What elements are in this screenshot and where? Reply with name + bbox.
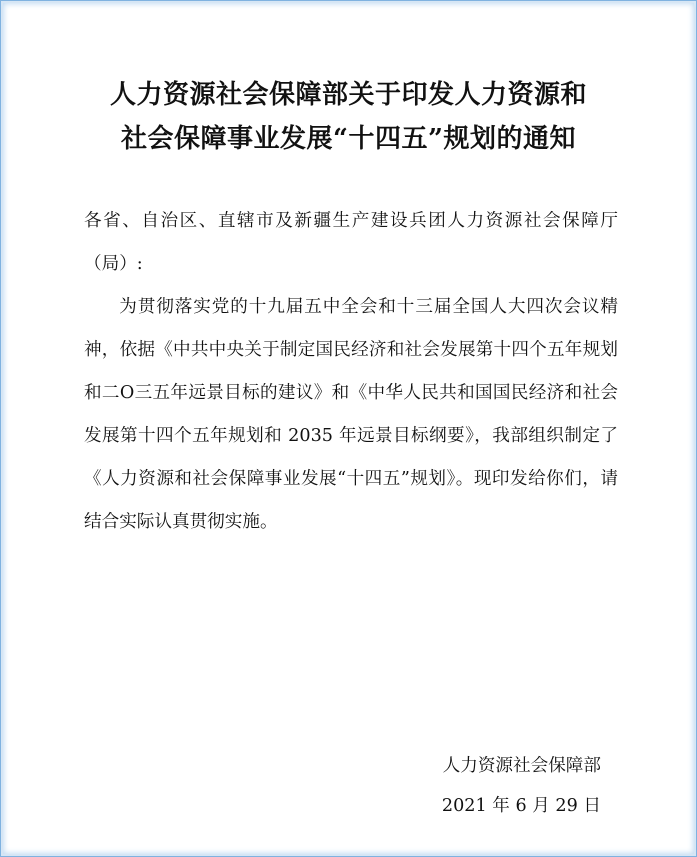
signature-organization: 人力资源社会保障部 bbox=[442, 756, 601, 776]
body-paragraph: 为贯彻落实党的十九届五中全会和十三届全国人大四次会议精神，依据《中共中央关于制定国民经济和社会发展第十四个五年规划和二O三五年远景目标的建议》和《中华人民共和国国民经济和社会发展第十四个五年规划和 2035 年远景目标纲要》，我部组织制定了《人力资源和社会保障事业发展“十四五”规划》。现印发给你们，请结合实际认真贯彻实施。 bbox=[84, 297, 618, 532]
document-body bbox=[84, 200, 618, 544]
signature-block bbox=[442, 746, 601, 826]
salutation: 各省、自治区、直辖市及新疆生产建设兵团人力资源社会保障厅（局）: bbox=[84, 211, 618, 274]
title-line-2: 社会保障事业发展“十四五”规划的通知 bbox=[121, 124, 576, 154]
title-line-1: 人力资源社会保障部关于印发人力资源和 bbox=[109, 80, 587, 110]
signature-date: 2021 年 6 月 29 日 bbox=[441, 796, 601, 816]
document-title bbox=[41, 73, 656, 161]
